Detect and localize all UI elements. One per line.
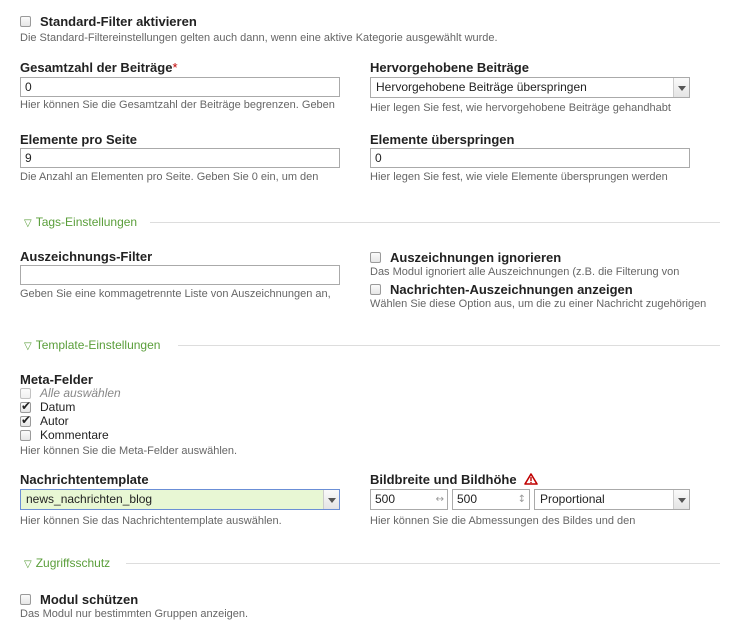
standard-filter-help: Die Standard-Filtereinstellungen gelten auch dann, wenn eine aktive Kategorie ausgewählt wurde. — [20, 32, 498, 44]
select-all-label: Alle auswählen — [40, 386, 121, 400]
news-template-label: Nachrichtentemplate — [20, 472, 149, 487]
resize-horizontal-icon: ↔ — [435, 494, 444, 505]
ignore-tags-help: Das Modul ignoriert alle Auszeichnungen (z.B. die Filterung von — [370, 266, 680, 278]
news-template-help: Hier können Sie das Nachrichtentemplate auswählen. — [20, 515, 282, 527]
ignore-tags-checkbox[interactable] — [370, 252, 381, 263]
protect-module-help: Das Modul nur bestimmten Gruppen anzeigen. — [20, 608, 249, 620]
image-mode-select[interactable] — [534, 489, 690, 510]
required-marker: * — [172, 60, 178, 75]
image-size-label — [370, 472, 538, 487]
meta-fields-label: Meta-Felder — [20, 372, 93, 387]
show-tags-label: Nachrichten-Auszeichnungen anzeigen — [390, 282, 633, 297]
chevron-down-icon — [673, 490, 689, 509]
featured-label: Hervorgehobene Beiträge — [370, 60, 529, 75]
tag-filter-label: Auszeichnungs-Filter — [20, 249, 153, 264]
total-items-label — [20, 60, 178, 75]
ignore-tags-label: Auszeichnungen ignorieren — [390, 250, 562, 265]
skip-input[interactable]: 0 — [370, 148, 690, 168]
featured-select[interactable] — [370, 77, 690, 98]
total-items-input[interactable]: 0 — [20, 77, 340, 97]
select-all-checkbox[interactable] — [20, 388, 31, 399]
image-height-value: 500 — [457, 492, 478, 506]
tags-section-legend[interactable] — [24, 215, 137, 229]
per-page-input[interactable]: 9 — [20, 148, 340, 168]
total-items-help: Hier können Sie die Gesamtzahl der Beiträge begrenzen. Geben — [20, 99, 335, 111]
template-section-title: Template-Einstellungen — [35, 338, 161, 352]
standard-filter-checkbox[interactable] — [20, 16, 31, 27]
image-size-help: Hier können Sie die Abmessungen des Bildes und den — [370, 515, 636, 527]
triangle-down-icon: ▽ — [24, 559, 32, 570]
template-section-divider — [178, 345, 720, 346]
triangle-down-icon: ▽ — [24, 218, 32, 229]
show-tags-checkbox[interactable] — [370, 284, 381, 295]
chevron-down-icon — [673, 78, 689, 97]
news-template-value: news_nachrichten_blog — [26, 492, 153, 506]
show-tags-help: Wählen Sie diese Option aus, um die zu einer Nachricht zugehörigen — [370, 298, 707, 310]
warning-icon — [524, 473, 538, 485]
access-section-legend[interactable] — [24, 556, 110, 570]
skip-help: Hier legen Sie fest, wie viele Elemente übersprungen werden — [370, 171, 668, 183]
featured-help: Hier legen Sie fest, wie hervorgehobene Beiträge gehandhabt — [370, 102, 671, 114]
meta-fields-help: Hier können Sie die Meta-Felder auswählen. — [20, 445, 238, 457]
featured-select-value: Hervorgehobene Beiträge überspringen — [376, 80, 587, 94]
meta-comments-checkbox[interactable] — [20, 430, 31, 441]
protect-module-label: Modul schützen — [40, 592, 139, 607]
standard-filter-label: Standard-Filter aktivieren — [40, 14, 197, 29]
tags-section-title: Tags-Einstellungen — [35, 215, 138, 229]
protect-module-checkbox[interactable] — [20, 594, 31, 605]
access-section-title: Zugriffsschutz — [35, 556, 111, 570]
image-mode-value: Proportional — [540, 492, 605, 506]
triangle-down-icon: ▽ — [24, 341, 32, 352]
image-width-value: 500 — [375, 492, 396, 506]
resize-vertical-icon: ↕ — [517, 494, 526, 505]
skip-label: Elemente überspringen — [370, 132, 515, 147]
template-section-legend[interactable] — [24, 338, 160, 352]
chevron-down-icon — [323, 490, 339, 509]
per-page-help: Die Anzahl an Elementen pro Seite. Geben Sie 0 ein, um den — [20, 171, 319, 183]
news-template-select[interactable] — [20, 489, 340, 510]
meta-author-label: Autor — [40, 414, 69, 428]
meta-comments-label: Kommentare — [40, 428, 109, 442]
per-page-label: Elemente pro Seite — [20, 132, 138, 147]
tag-filter-help: Geben Sie eine kommagetrennte Liste von Auszeichnungen an, — [20, 288, 331, 300]
image-size-label-text: Bildbreite und Bildhöhe — [370, 472, 517, 487]
meta-date-checkbox[interactable] — [20, 402, 31, 413]
meta-author-checkbox[interactable] — [20, 416, 31, 427]
tag-filter-input[interactable] — [20, 265, 340, 285]
image-height-input[interactable] — [452, 489, 530, 510]
total-items-label-text: Gesamtzahl der Beiträge — [20, 60, 173, 75]
image-width-input[interactable] — [370, 489, 448, 510]
tags-section-divider — [150, 222, 720, 223]
meta-date-label: Datum — [40, 400, 76, 414]
access-section-divider — [126, 563, 720, 564]
